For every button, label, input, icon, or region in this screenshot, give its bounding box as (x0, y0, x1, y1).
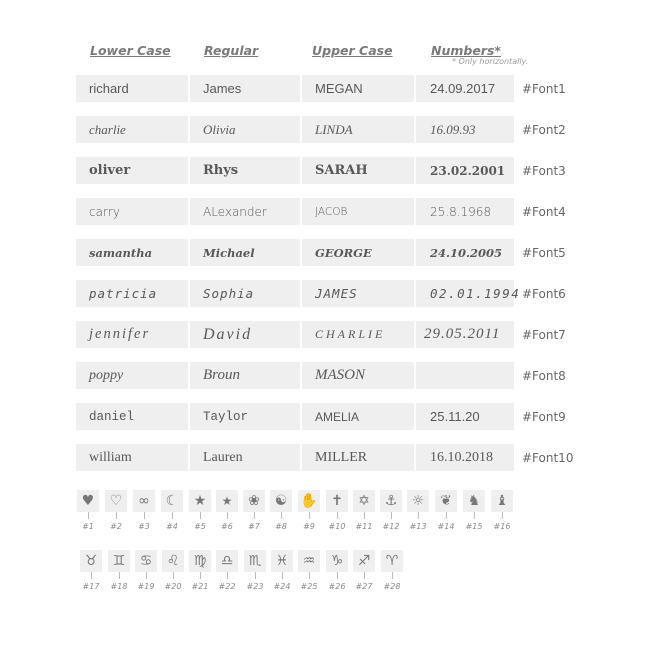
font-tag: #Font4 (522, 204, 566, 219)
paw-icon: ❀ (243, 490, 265, 512)
regular-sample: Sophia (190, 280, 300, 307)
symbol-option-7[interactable] (243, 490, 265, 531)
symbol-label: #5 (194, 522, 206, 531)
regular-sample: Taylor (190, 403, 300, 430)
font-tag: #Font5 (522, 245, 566, 260)
symbol-label: #19 (137, 582, 155, 591)
capricorn-icon: ♑ (326, 550, 348, 572)
star-small-icon: ★ (216, 490, 238, 512)
libra-icon: ♎ (216, 550, 238, 572)
dog-icon: ♞ (463, 490, 485, 512)
symbol-option-11[interactable] (353, 490, 375, 531)
hamsa-icon: ✋ (298, 490, 320, 512)
font-row-8[interactable] (76, 362, 566, 389)
symbol-option-14[interactable] (435, 490, 457, 531)
numbers-sample: 16.09.93 (416, 116, 514, 143)
symbol-label: #21 (191, 582, 209, 591)
font-row-9[interactable] (76, 403, 566, 430)
symbol-label: #2 (110, 522, 122, 531)
sun-icon: ☼ (407, 490, 429, 512)
font-row-5[interactable] (76, 239, 566, 266)
upper-case-sample: MASON (302, 362, 414, 389)
regular-sample: David (190, 321, 300, 348)
numbers-sample: 23.02.2001 (416, 157, 514, 184)
lotus-icon: ❦ (435, 490, 457, 512)
numbers-sample: 02.01.1994 (416, 280, 514, 307)
symbol-label: #26 (328, 582, 346, 591)
symbol-label: #7 (248, 522, 260, 531)
heart-outline-icon: ♡ (105, 490, 127, 512)
heart-icon: ♥ (77, 490, 99, 512)
symbol-option-5[interactable] (189, 490, 211, 531)
gemini-icon: ♊ (108, 550, 130, 572)
font-row-3[interactable] (76, 157, 566, 184)
upper-case-sample: JACOB (302, 198, 414, 225)
font-row-7[interactable] (76, 321, 566, 348)
numbers-note: * Only horizontally. (452, 57, 529, 66)
symbol-option-25[interactable] (298, 550, 320, 591)
numbers-sample: 16.10.2018 (416, 444, 514, 471)
symbol-label: #3 (138, 522, 150, 531)
font-tag: #Font10 (522, 450, 574, 465)
cancer-icon: ♋ (135, 550, 157, 572)
upper-case-sample: AMELIA (302, 403, 414, 430)
lower-case-sample: william (76, 444, 188, 471)
star-of-david-icon: ✡ (353, 490, 375, 512)
symbol-option-9[interactable] (298, 490, 320, 531)
symbol-option-12[interactable] (380, 490, 402, 531)
symbol-option-24[interactable] (271, 550, 293, 591)
symbol-option-28[interactable] (381, 550, 403, 591)
symbol-label: #28 (383, 582, 401, 591)
cross-icon: ✝ (326, 490, 348, 512)
regular-sample: James (190, 75, 300, 102)
symbol-label: #8 (275, 522, 287, 531)
symbol-option-27[interactable] (353, 550, 375, 591)
numbers-sample (416, 362, 514, 389)
symbol-label: #27 (355, 582, 373, 591)
symbol-label: #20 (164, 582, 182, 591)
symbol-label: #14 (437, 522, 455, 531)
symbol-option-20[interactable] (162, 550, 184, 591)
header-regular: Regular (204, 43, 259, 58)
symbol-label: #1 (82, 522, 94, 531)
font-row-10[interactable] (76, 444, 574, 471)
symbol-option-10[interactable] (326, 490, 348, 531)
font-tag: #Font3 (522, 163, 566, 178)
symbol-option-17[interactable] (80, 550, 102, 591)
regular-sample: Olivia (190, 116, 300, 143)
infinity-icon: ∞ (133, 490, 155, 512)
upper-case-sample: MILLER (302, 444, 414, 471)
symbol-label: #22 (218, 582, 236, 591)
lower-case-sample: carry (76, 198, 188, 225)
symbol-label: #13 (409, 522, 427, 531)
symbol-option-22[interactable] (216, 550, 238, 591)
numbers-sample: 25.8.1968 (416, 198, 514, 225)
numbers-sample: 29.05.2011 (416, 321, 514, 348)
upper-case-sample: LINDA (302, 116, 414, 143)
regular-sample: Rhys (190, 157, 300, 184)
regular-sample: Michael (190, 239, 300, 266)
numbers-sample: 25.11.20 (416, 403, 514, 430)
symbol-label: #24 (273, 582, 291, 591)
upper-case-sample: JAMES (302, 280, 414, 307)
symbol-option-15[interactable] (463, 490, 485, 531)
font-tag: #Font1 (522, 81, 566, 96)
symbol-label: #18 (110, 582, 128, 591)
anchor-icon: ⚓ (380, 490, 402, 512)
symbol-label: #17 (82, 582, 100, 591)
symbol-option-4[interactable] (161, 490, 183, 531)
aries-icon: ♈ (381, 550, 403, 572)
virgo-icon: ♍ (189, 550, 211, 572)
symbol-label: #4 (166, 522, 178, 531)
numbers-sample: 24.09.2017 (416, 75, 514, 102)
symbol-label: #11 (355, 522, 373, 531)
symbol-option-18[interactable] (108, 550, 130, 591)
sagittarius-icon: ♐ (353, 550, 375, 572)
lower-case-sample: charlie (76, 116, 188, 143)
lower-case-sample: patricia (76, 280, 188, 307)
upper-case-sample: GEORGE (302, 239, 414, 266)
symbol-label: #9 (303, 522, 315, 531)
symbol-label: #23 (246, 582, 264, 591)
symbol-label: #16 (493, 522, 511, 531)
leo-icon: ♌ (162, 550, 184, 572)
lower-case-sample: poppy (76, 362, 188, 389)
lower-case-sample: oliver (76, 157, 188, 184)
upper-case-sample: MEGAN (302, 75, 414, 102)
symbol-option-26[interactable] (326, 550, 348, 591)
symbol-option-8[interactable] (270, 490, 292, 531)
font-row-1[interactable] (76, 75, 566, 102)
regular-sample: ALexander (190, 198, 300, 225)
symbol-option-3[interactable] (133, 490, 155, 531)
regular-sample: Broun (190, 362, 300, 389)
header-numbers: Numbers* (431, 43, 501, 58)
symbol-label: #25 (300, 582, 318, 591)
font-tag: #Font6 (522, 286, 566, 301)
lower-case-sample: daniel (76, 403, 188, 430)
font-row-4[interactable] (76, 198, 566, 225)
symbol-label: #15 (465, 522, 483, 531)
star-icon: ★ (189, 490, 211, 512)
symbol-label: #10 (328, 522, 346, 531)
symbol-option-23[interactable] (244, 550, 266, 591)
lower-case-sample: jennifer (76, 321, 188, 348)
regular-sample: Lauren (190, 444, 300, 471)
lower-case-sample: richard (76, 75, 188, 102)
header-lower-case: Lower Case (90, 43, 171, 58)
symbol-option-21[interactable] (189, 550, 211, 591)
numbers-sample: 24.10.2005 (416, 239, 514, 266)
yin-yang-icon: ☯ (270, 490, 292, 512)
symbol-option-13[interactable] (407, 490, 429, 531)
moon-icon: ☾ (161, 490, 183, 512)
upper-case-sample: CHARLIE (302, 321, 414, 348)
font-tag: #Font8 (522, 368, 566, 383)
header-upper-case: Upper Case (312, 43, 393, 58)
symbol-label: #6 (221, 522, 233, 531)
font-row-2[interactable] (76, 116, 566, 143)
symbol-label: #12 (382, 522, 400, 531)
symbol-option-1[interactable] (77, 490, 99, 531)
font-row-6[interactable] (76, 280, 566, 307)
font-tag: #Font2 (522, 122, 566, 137)
font-tag: #Font7 (522, 327, 566, 342)
scorpio-icon: ♏ (244, 550, 266, 572)
symbol-option-16[interactable] (491, 490, 513, 531)
cat-icon: ♝ (491, 490, 513, 512)
symbol-option-19[interactable] (135, 550, 157, 591)
symbol-option-2[interactable] (105, 490, 127, 531)
symbol-option-6[interactable] (216, 490, 238, 531)
pisces-icon: ♓ (271, 550, 293, 572)
upper-case-sample: SARAH (302, 157, 414, 184)
aquarius-icon: ♒ (298, 550, 320, 572)
taurus-icon: ♉ (80, 550, 102, 572)
lower-case-sample: samantha (76, 239, 188, 266)
font-tag: #Font9 (522, 409, 566, 424)
